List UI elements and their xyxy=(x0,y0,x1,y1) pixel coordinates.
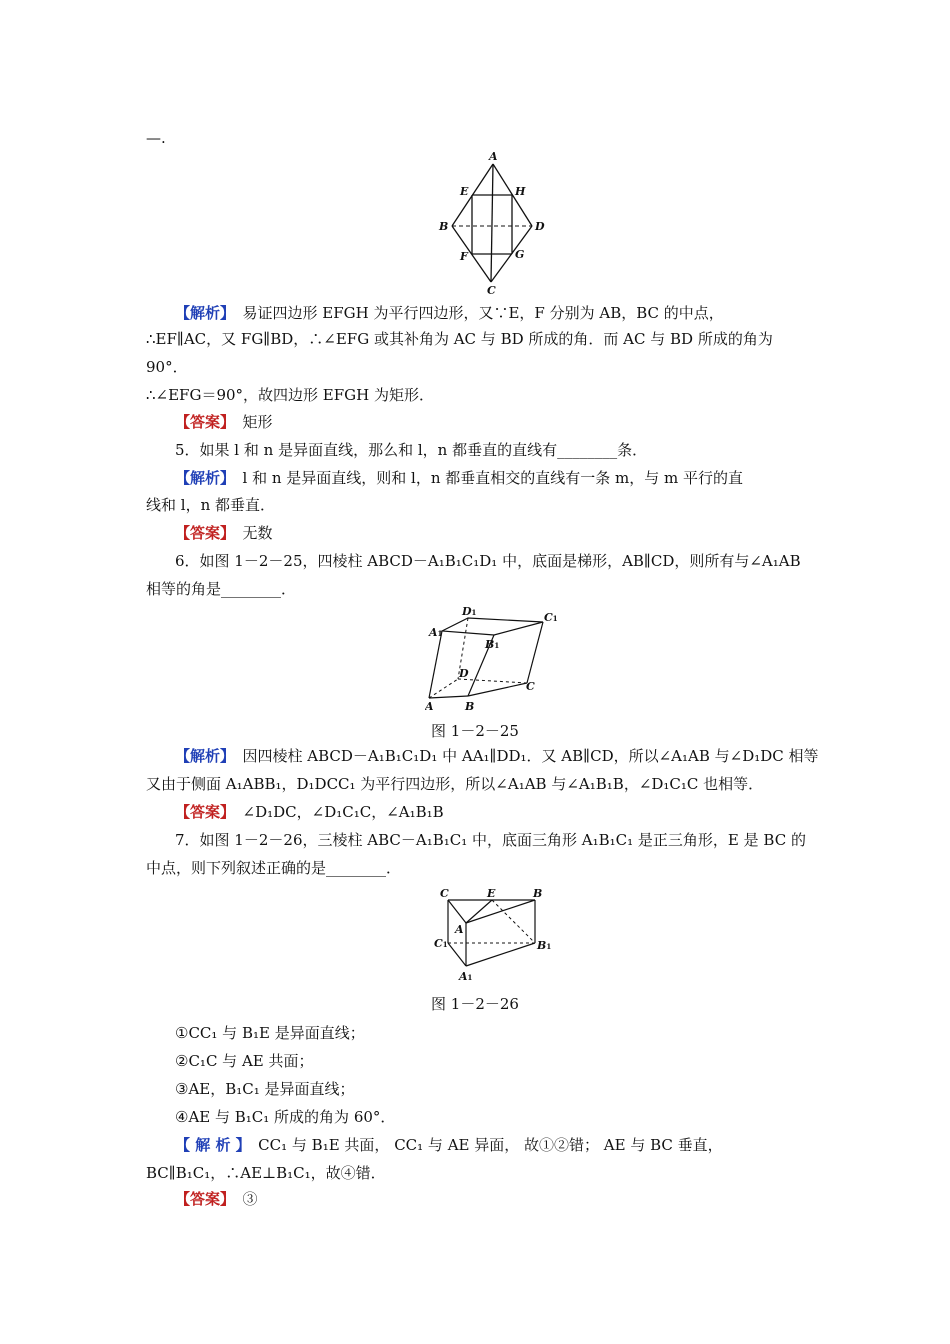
q6-analysis-text1: 因四棱柱 ABCD－A₁B₁C₁D₁ 中 AA₁∥DD₁．又 AB∥CD，所以∠A₁AB 与∠D₁DC 相等 xyxy=(227,747,819,765)
label-A: A xyxy=(425,700,434,712)
q4-analysis-text1: 易证四边形 EFGH 为平行四边形，又∵E，F 分别为 AB，BC 的中点， xyxy=(227,304,724,322)
label-C1: C1 xyxy=(434,937,448,950)
q4-analysis-line4: ∴∠EFG＝90°，故四边形 EFGH 为矩形． xyxy=(146,386,434,404)
label-E: E xyxy=(487,887,496,900)
q4-daan-tag: 【答案】 xyxy=(175,413,228,431)
label-D: D xyxy=(535,220,545,233)
q7-question-line1: 7．如图 1－2－26，三棱柱 ABC－A₁B₁C₁ 中，底面三角形 A₁B₁C₁ 是正三角形，E 是 BC 的 xyxy=(175,831,806,849)
label-G: G xyxy=(515,248,525,261)
q7-answer-line xyxy=(175,1189,839,1209)
q7-question-line2: 中点，则下列叙述正确的是________． xyxy=(146,859,402,877)
label-A1: A1 xyxy=(459,970,473,983)
figure-q4-tetrahedron xyxy=(432,148,552,296)
q5-analysis-text1: l 和 n 是异面直线，则和 l，n 都垂直相交的直线有一条 m，与 m 平行的直 xyxy=(227,469,744,487)
q5-jiexi-tag: 【解析】 xyxy=(175,469,228,487)
q4-jiexi-tag: 【解析】 xyxy=(175,304,228,322)
label-B1: B1 xyxy=(537,939,552,952)
label-A1: A1 xyxy=(429,626,443,639)
label-C1: C1 xyxy=(544,611,558,624)
q4-analysis-line1 xyxy=(175,303,839,323)
q7-jiexi-tag: 【 解 析 】 xyxy=(175,1136,244,1154)
label-C: C xyxy=(526,680,535,693)
label-C: C xyxy=(440,887,449,900)
label-B: B xyxy=(533,887,543,900)
q7-option-4: ④AE 与 B₁C₁ 所成的角为 60°． xyxy=(175,1108,396,1126)
label-E: E xyxy=(460,185,469,198)
q7-daan-tag: 【答案】 xyxy=(175,1190,228,1208)
q6-analysis-line2: 又由于侧面 A₁ABB₁，D₁DCC₁ 为平行四边形，所以∠A₁AB 与∠A₁B₁B，∠D₁C₁C 也相等． xyxy=(146,775,764,793)
q6-question-line2: 相等的角是________． xyxy=(146,580,297,598)
label-D1: D1 xyxy=(462,606,477,618)
q6-answer-line xyxy=(175,802,839,822)
figure-1-2-26-prism xyxy=(430,886,560,988)
q6-question-line1: 6．如图 1－2－25，四棱柱 ABCD－A₁B₁C₁D₁ 中，底面是梯形，AB∥CD，则所有与∠A₁AB xyxy=(175,552,801,570)
q4-answer-line xyxy=(175,412,839,432)
q5-daan-tag: 【答案】 xyxy=(175,524,228,542)
q4-analysis-line3: 90°． xyxy=(146,358,188,376)
figure-1-2-25-caption: 图 1－2－25 xyxy=(431,722,519,740)
q5-answer: 无数 xyxy=(227,524,273,542)
label-A: A xyxy=(455,923,464,936)
label-B: B xyxy=(439,220,449,233)
label-F: F xyxy=(460,250,468,263)
q5-answer-line xyxy=(175,523,839,543)
q6-analysis-line1 xyxy=(175,746,839,766)
label-A: A xyxy=(489,150,498,163)
q6-jiexi-tag: 【解析】 xyxy=(175,747,228,765)
label-D: D xyxy=(459,667,469,680)
label-B1: B1 xyxy=(485,638,500,651)
q7-answer: ③ xyxy=(227,1190,258,1208)
label-B: B xyxy=(465,700,475,712)
q7-option-1: ①CC₁ 与 B₁E 是异面直线； xyxy=(175,1024,365,1042)
figure-1-2-26-caption: 图 1－2－26 xyxy=(431,995,519,1013)
q5-analysis-line2: 线和 l，n 都垂直． xyxy=(146,496,275,514)
q7-option-3: ③AE，B₁C₁ 是异面直线； xyxy=(175,1080,355,1098)
q5-analysis-line1 xyxy=(175,468,839,488)
q7-analysis-text1: CC₁ 与 B₁E 共面， CC₁ 与 AE 异面， 故①②错； AE 与 BC 垂直， xyxy=(243,1136,723,1154)
q7-analysis-line2: BC∥B₁C₁，∴AE⊥B₁C₁，故④错． xyxy=(146,1164,386,1182)
q7-analysis-line1 xyxy=(175,1135,839,1155)
label-H: H xyxy=(515,185,526,198)
q7-option-2: ②C₁C 与 AE 共面； xyxy=(175,1052,314,1070)
q6-daan-tag: 【答案】 xyxy=(175,803,228,821)
q4-analysis-line2: ∴EF∥AC，又 FG∥BD，∴∠EFG 或其补角为 AC 与 BD 所成的角．而 AC 与 BD 所成的角为 xyxy=(146,330,773,348)
top-fragment: —. xyxy=(146,129,166,147)
q4-answer: 矩形 xyxy=(227,413,273,431)
figure-1-2-25-prism xyxy=(425,606,570,712)
label-C: C xyxy=(487,284,496,296)
q5-question: 5．如果 l 和 n 是异面直线，那么和 l，n 都垂直的直线有________条． xyxy=(175,441,648,459)
q6-answer: ∠D₁DC，∠D₁C₁C，∠A₁B₁B xyxy=(227,803,444,821)
